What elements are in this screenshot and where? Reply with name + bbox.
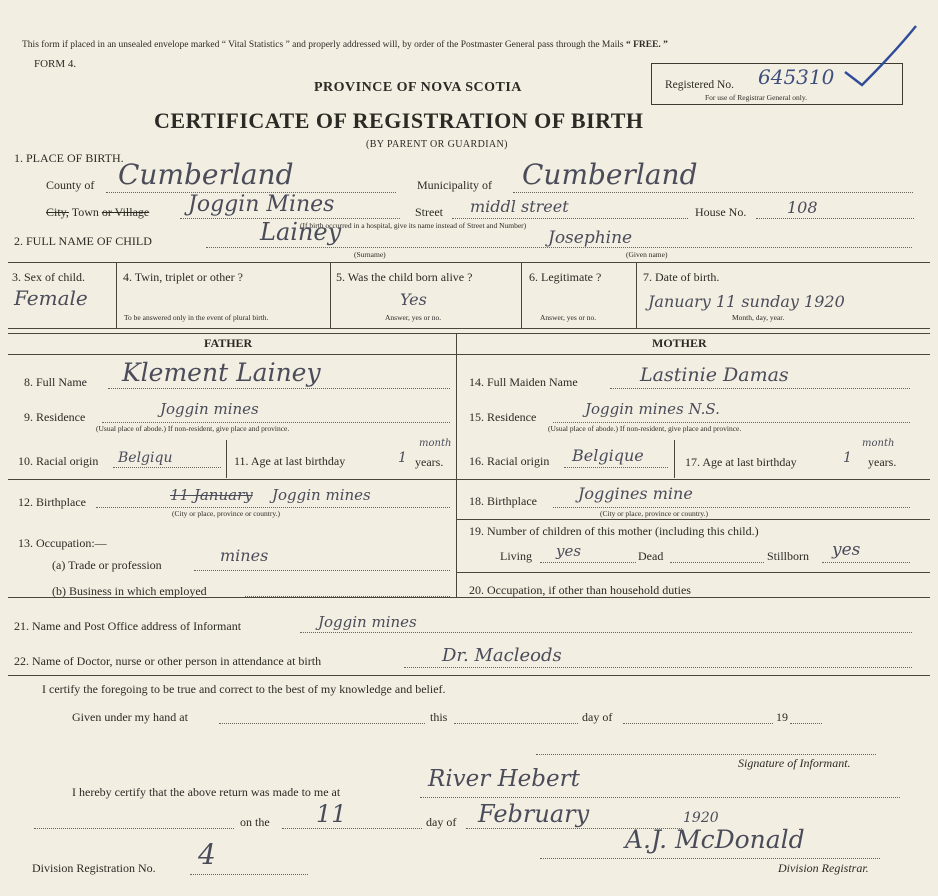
mother-birthplace-label: 18. Birthplace	[469, 494, 537, 508]
date-of-birth-note: Month, day, year.	[732, 313, 785, 322]
mother-name-label: 14. Full Maiden Name	[469, 375, 578, 389]
doctor-value: Dr. Macleods	[442, 645, 562, 666]
father-name: Klement Lainey	[122, 358, 321, 387]
registrar-day: 11	[316, 800, 347, 828]
town-value: Joggin Mines	[188, 192, 335, 217]
father-residence-label: 9. Residence	[24, 410, 86, 424]
registered-note: For use of Registrar General only.	[705, 93, 807, 102]
doctor-label: 22. Name of Doctor, nurse or other person in attendance at birth	[14, 654, 322, 668]
division-registration-label: Division Registration No.	[32, 861, 156, 875]
father-birthplace: Joggin mines	[272, 486, 371, 504]
mother-age-unit: month	[862, 438, 895, 449]
mother-heading: MOTHER	[652, 336, 707, 350]
given-under-label: Given under my hand at	[72, 710, 188, 724]
mother-residence: Joggin mines N.S.	[585, 400, 720, 418]
dead-label: Dead	[638, 549, 664, 563]
division-registrar-caption: Division Registrar.	[778, 861, 869, 875]
father-residence: Joggin mines	[160, 400, 259, 418]
father-birthplace-struck: 11 January	[170, 486, 253, 504]
given-name-caption: (Given name)	[626, 250, 668, 259]
twin-note: To be answered only in the event of plural birth.	[124, 313, 269, 322]
trade-label: (a) Trade or profession	[52, 558, 162, 572]
registered-label: Registered No.	[665, 79, 734, 91]
sex-value: Female	[14, 286, 88, 310]
legitimate-note: Answer, yes or no.	[540, 313, 597, 322]
registrar-year: 1920	[683, 810, 719, 826]
county-label: County of	[46, 178, 95, 192]
registrar-month: February	[478, 800, 590, 828]
father-heading: FATHER	[204, 336, 253, 350]
father-age-label: 11. Age at last birthday	[234, 454, 346, 468]
stillborn-label: Stillborn	[767, 549, 810, 563]
this-label: this	[430, 710, 448, 724]
day-of-label: day of	[582, 710, 613, 724]
house-label: House No.	[695, 205, 747, 219]
municipality-label: Municipality of	[417, 178, 492, 192]
mother-occupation-label: 20. Occupation, if other than household duties	[469, 583, 691, 597]
mother-birthplace-note: (City or place, province or country.)	[600, 509, 709, 518]
county-value: Cumberland	[118, 158, 294, 191]
child-surname: Lainey	[260, 218, 342, 246]
mother-years-label: years.	[868, 455, 897, 469]
form-number: FORM 4.	[34, 58, 77, 70]
living-value: yes	[556, 542, 582, 560]
certify-statement: I certify the foregoing to be true and correct to the best of my knowledge and belief.	[42, 682, 446, 696]
street-label: Street	[415, 205, 443, 219]
twin-label: 4. Twin, triplet or other ?	[123, 270, 243, 284]
registrar-statement: I hereby certify that the above return was made to me at	[72, 785, 341, 799]
father-name-label: 8. Full Name	[24, 375, 87, 389]
city-town-village-label: City, Town or Village	[46, 205, 150, 219]
child-given-name: Josephine	[548, 228, 633, 248]
hospital-note: (If birth occurred in a hospital, give its name instead of Street and Number)	[300, 221, 527, 230]
father-age-unit: month	[419, 438, 452, 449]
informant-value: Joggin mines	[318, 613, 417, 631]
day-of-month-label: day of	[426, 815, 457, 829]
informant-signature-caption: Signature of Informant.	[738, 756, 851, 770]
informant-label: 21. Name and Post Office address of Informant	[14, 619, 242, 633]
father-racial: Belgiqu	[118, 450, 173, 466]
living-label: Living	[500, 549, 532, 563]
division-registration-no: 4	[198, 838, 216, 871]
mother-racial-label: 16. Racial origin	[469, 454, 550, 468]
municipality-value: Cumberland	[522, 158, 698, 191]
father-years-label: years.	[415, 455, 444, 469]
children-count-label: 19. Number of children of this mother (including this child.)	[469, 524, 759, 538]
date-of-birth-value: January 11 sunday 1920	[648, 292, 845, 311]
business-label: (b) Business in which employed	[52, 584, 207, 598]
certificate-subtitle: (BY PARENT OR GUARDIAN)	[366, 139, 508, 150]
born-alive-label: 5. Was the child born alive ?	[336, 270, 473, 284]
free-label: “ FREE. ”	[625, 40, 668, 50]
mother-residence-label: 15. Residence	[469, 410, 537, 424]
street-value: middl street	[470, 197, 569, 216]
date-of-birth-label: 7. Date of birth.	[643, 270, 720, 284]
mother-age-label: 17. Age at last birthday	[685, 455, 797, 469]
check-mark-icon	[840, 22, 920, 92]
registrar-place: River Hebert	[428, 766, 580, 792]
mother-age: 1	[843, 450, 852, 466]
mother-racial: Belgique	[572, 446, 644, 465]
postal-notice: This form if placed in an unsealed envelope marked “ Vital Statistics ” and properly addressed will, by order of the Postmaster General pass through the Mails “ FREE. ”	[22, 40, 668, 50]
year-prefix: 19	[776, 710, 788, 724]
occupation-label: 13. Occupation:—	[18, 536, 107, 550]
on-the-label: on the	[240, 815, 270, 829]
place-of-birth-label: 1. PLACE OF BIRTH.	[14, 151, 124, 165]
certificate-title: CERTIFICATE OF REGISTRATION OF BIRTH	[154, 108, 644, 133]
born-alive-value: Yes	[400, 290, 427, 309]
trade-value: mines	[220, 546, 269, 565]
registered-number: 645310	[758, 65, 835, 89]
sex-label: 3. Sex of child.	[12, 270, 85, 284]
child-name-label: 2. FULL NAME OF CHILD	[14, 234, 152, 248]
mother-name: Lastinie Damas	[640, 364, 789, 386]
father-residence-note: (Usual place of abode.) If non-resident, give place and province.	[96, 424, 290, 433]
father-racial-label: 10. Racial origin	[18, 454, 99, 468]
father-birthplace-note: (City or place, province or country.)	[172, 509, 281, 518]
father-age: 1	[398, 450, 407, 466]
registrar-signature: A.J. McDonald	[625, 825, 805, 854]
province-heading: PROVINCE OF NOVA SCOTIA	[314, 80, 522, 95]
father-birthplace-label: 12. Birthplace	[18, 495, 86, 509]
stillborn-value: yes	[832, 540, 861, 560]
house-value: 108	[787, 198, 818, 217]
mother-birthplace: Joggines mine	[578, 484, 693, 503]
surname-caption: (Surname)	[354, 250, 386, 259]
mother-residence-note: (Usual place of abode.) If non-resident, give place and province.	[548, 424, 742, 433]
legitimate-label: 6. Legitimate ?	[529, 270, 602, 284]
born-alive-note: Answer, yes or no.	[385, 313, 442, 322]
